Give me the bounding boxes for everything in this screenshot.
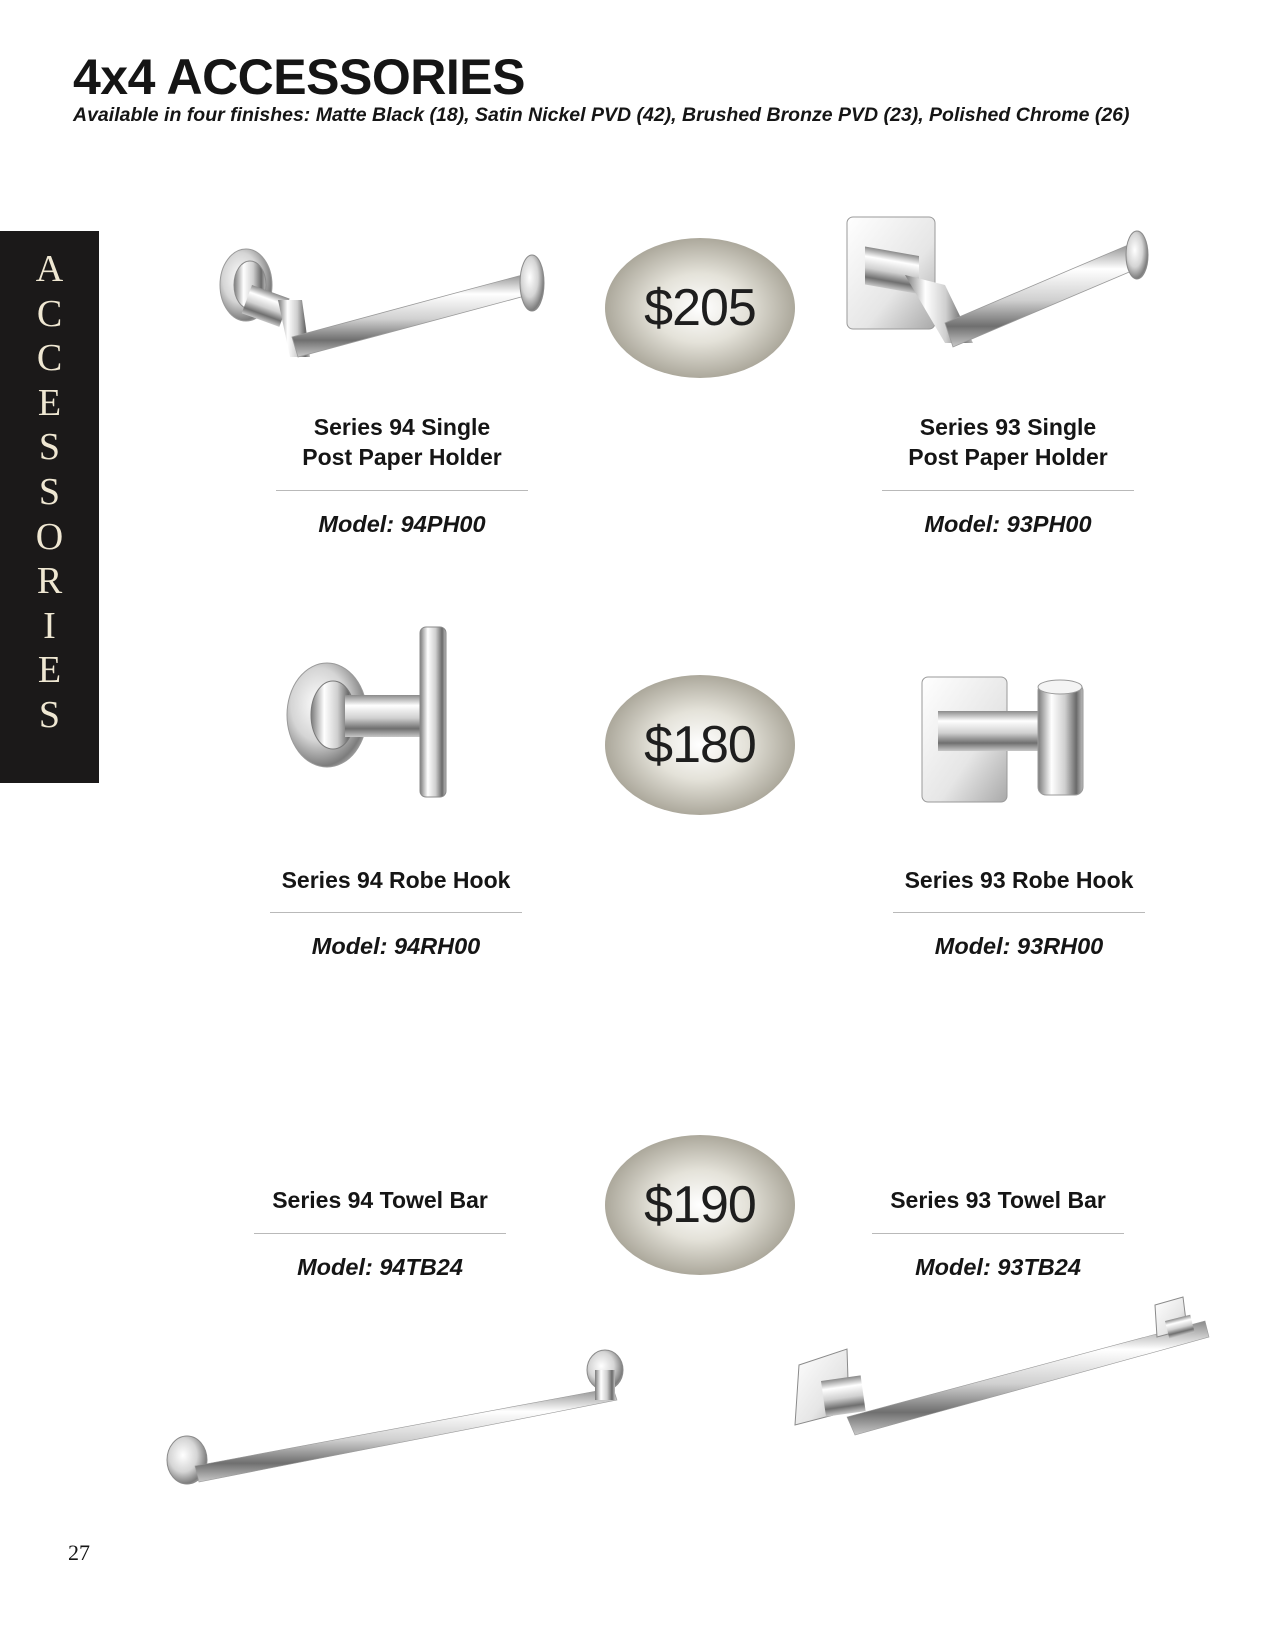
series-94-robe-hook-image [285, 625, 455, 805]
side-tab-letter: A [35, 248, 64, 290]
side-tab [0, 231, 99, 783]
product-name-line: Post Paper Holder [302, 444, 502, 470]
divider [270, 912, 522, 913]
series-93-robe-hook-image [920, 675, 1100, 810]
series-94-paper-holder-image [210, 245, 560, 370]
product-model: Model: 94PH00 [318, 511, 486, 537]
product-name-line: Post Paper Holder [908, 444, 1108, 470]
product-93-robe-hook [893, 865, 1145, 960]
product-name [882, 412, 1134, 472]
product-94-towel-bar [254, 1185, 506, 1281]
side-tab-letter: C [36, 337, 63, 380]
page-number: 27 [68, 1540, 90, 1565]
divider [882, 490, 1134, 491]
product-name-line: Series 93 Single [919, 414, 1097, 440]
product-model: Model: 94TB24 [297, 1254, 463, 1280]
product-name-line: Series 94 Single [313, 414, 491, 440]
series-93-paper-holder-image [845, 215, 1175, 360]
divider [254, 1233, 506, 1234]
product-model: Model: 94RH00 [311, 933, 481, 959]
product-93-towel-bar [872, 1185, 1124, 1281]
page-title: 4x4 ACCESSORIES [73, 49, 525, 105]
side-tab-letter: C [36, 292, 63, 335]
side-tab-letters [0, 247, 99, 738]
divider [872, 1233, 1124, 1234]
series-93-towel-bar-image [785, 1295, 1225, 1470]
page-subtitle: Available in four finishes: Matte Black (18), Satin Nickel PVD (42), Brushed Bronze PVD (23), Polished Chrome (26) [73, 104, 1130, 126]
side-tab-letter: E [37, 649, 62, 692]
product-name: Series 93 Towel Bar [890, 1187, 1106, 1213]
product-model: Model: 93PH00 [924, 511, 1092, 537]
product-model: Model: 93TB24 [915, 1254, 1081, 1280]
side-tab-letter: S [38, 470, 61, 513]
side-tab-letter: E [37, 381, 62, 424]
product-name [276, 412, 528, 472]
side-tab-letter: O [35, 515, 64, 558]
price-bubble: $205 [605, 238, 795, 378]
side-tab-letter: I [43, 604, 56, 647]
product-name: Series 93 Robe Hook [904, 867, 1134, 893]
side-tab-letter: R [36, 560, 63, 603]
product-93-paper-holder [882, 412, 1134, 538]
product-model: Model: 93RH00 [934, 933, 1104, 959]
product-name: Series 94 Towel Bar [272, 1187, 488, 1213]
side-tab-letter: S [38, 693, 61, 736]
product-name: Series 94 Robe Hook [281, 867, 511, 893]
product-94-robe-hook [270, 865, 522, 960]
side-tab-letter: S [38, 426, 61, 469]
divider [893, 912, 1145, 913]
series-94-towel-bar-image [165, 1348, 645, 1508]
divider [276, 490, 528, 491]
price-bubble: $180 [605, 675, 795, 815]
product-94-paper-holder [276, 412, 528, 538]
price-bubble: $190 [605, 1135, 795, 1275]
